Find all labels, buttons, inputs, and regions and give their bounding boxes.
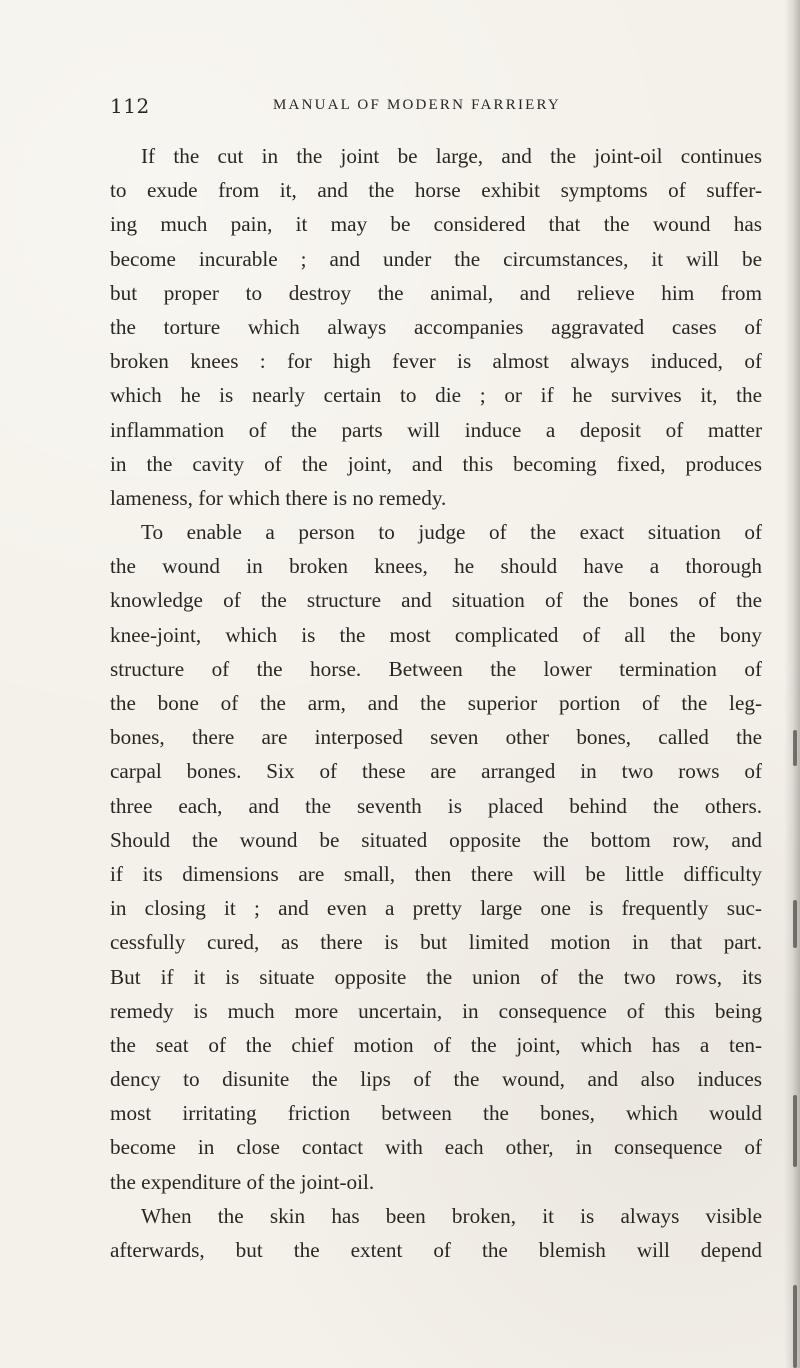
text-line: To enable a person to judge of the exact situation of xyxy=(141,520,762,545)
edge-mark-1 xyxy=(793,730,797,766)
text-line: become incurable ; and under the circumstances, it will be xyxy=(110,246,762,271)
text-line: afterwards, but the extent of the blemish will depend xyxy=(110,1238,762,1262)
text-line: the bone of the arm, and the superior portion of the leg- xyxy=(110,691,762,715)
text-line: bones, there are interposed seven other bones, called the xyxy=(110,725,762,750)
text-line: broken knees : for high fever is almost always induced, of xyxy=(110,349,762,374)
text-line: knee-joint, which is the most complicated of all the bony xyxy=(110,622,762,647)
page-edge-shadow xyxy=(784,0,800,1368)
text-line: inflammation of the parts will induce a deposit of matter xyxy=(110,417,762,442)
text-line: which he is nearly certain to die ; or if he survives it, the xyxy=(110,383,762,408)
page-number: 112 xyxy=(110,94,150,118)
text-line: Should the wound be situated opposite the bottom row, and xyxy=(110,827,762,852)
text-line: knowledge of the structure and situation of the bones of the xyxy=(110,588,762,613)
text-line: most irritating friction between the bones, which would xyxy=(110,1101,762,1126)
text-line: the torture which always accompanies aggravated cases of xyxy=(110,314,762,339)
text-line: carpal bones. Six of these are arranged in two rows of xyxy=(110,759,762,784)
text-line: become in close contact with each other, in consequence of xyxy=(110,1135,762,1160)
text-line: ing much pain, it may be considered that the wound has xyxy=(110,212,762,237)
text-line: structure of the horse. Between the lower termination of xyxy=(110,656,762,681)
text-line: if its dimensions are small, then there will be little difficulty xyxy=(110,861,762,886)
text-line: When the skin has been broken, it is always visible xyxy=(141,1203,762,1228)
text-line: the expenditure of the joint-oil. xyxy=(110,1169,375,1194)
text-line: the seat of the chief motion of the joint, which has a ten- xyxy=(110,1032,762,1057)
text-line: in closing it ; and even a pretty large one is frequently suc- xyxy=(110,896,762,921)
text-line: If the cut in the joint be large, and the joint-oil continues xyxy=(141,144,762,168)
edge-mark-2 xyxy=(793,900,797,948)
text-line: but proper to destroy the animal, and relieve him from xyxy=(110,280,762,305)
text-line: in the cavity of the joint, and this becoming fixed, produces xyxy=(110,451,762,476)
text-line: dency to disunite the lips of the wound, and also induces xyxy=(110,1067,762,1092)
text-line: to exude from it, and the horse exhibit symptoms of suffer- xyxy=(110,178,762,203)
edge-mark-4 xyxy=(793,1285,797,1368)
text-line: lameness, for which there is no remedy. xyxy=(110,485,447,510)
page-header xyxy=(110,94,760,128)
edge-mark-3 xyxy=(793,1095,797,1167)
running-head: MANUAL OF MODERN FARRIERY xyxy=(273,97,561,113)
text-line: remedy is much more uncertain, in consequence of this being xyxy=(110,998,762,1023)
body-text xyxy=(110,139,762,1267)
text-line: three each, and the seventh is placed behind the others. xyxy=(110,793,762,818)
text-line: the wound in broken knees, he should have a thorough xyxy=(110,554,762,579)
text-line: But if it is situate opposite the union of the two rows, its xyxy=(110,964,762,989)
text-line: cessfully cured, as there is but limited motion in that part. xyxy=(110,930,762,955)
